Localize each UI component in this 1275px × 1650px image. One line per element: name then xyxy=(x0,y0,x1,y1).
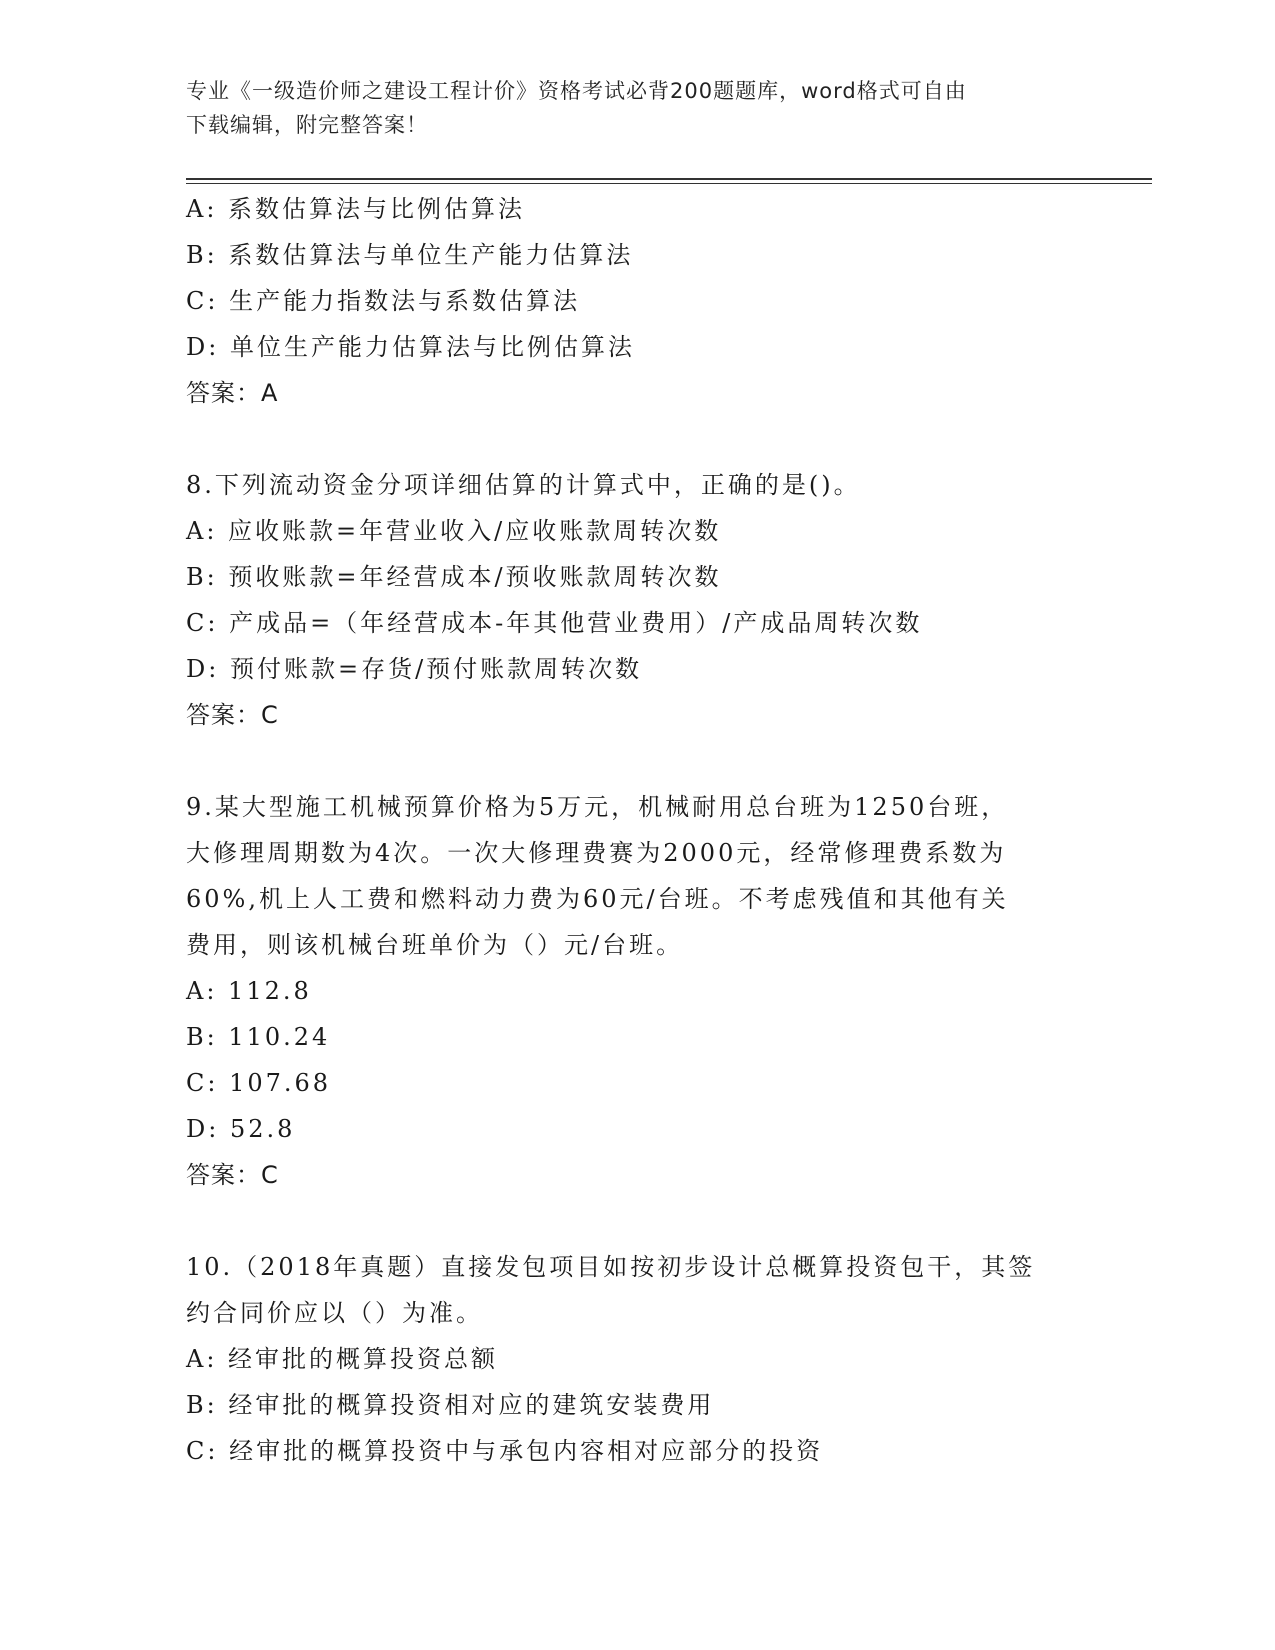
question-10 xyxy=(186,1244,1086,1474)
option-a: A: 系数估算法与比例估算法 xyxy=(186,195,526,223)
option-b: B: 预收账款=年经营成本/预收账款周转次数 xyxy=(186,563,722,591)
question-text-line-3: 60%,机上人工费和燃料动力费为60元/台班。不考虑残值和其他有关 xyxy=(186,885,1009,913)
answer-label: 答案：C xyxy=(186,701,279,729)
question-9 xyxy=(186,784,1086,1198)
option-b: B: 系数估算法与单位生产能力估算法 xyxy=(186,241,634,269)
question-list xyxy=(186,186,1086,1474)
question-text-line-2: 大修理周期数为4次。一次大修理费赛为2000元，经常修理费系数为 xyxy=(186,839,1007,867)
option-b: B: 110.24 xyxy=(186,1023,331,1051)
option-c: C: 生产能力指数法与系数估算法 xyxy=(186,287,581,315)
option-a: A: 经审批的概算投资总额 xyxy=(186,1345,499,1373)
option-d: D: 预付账款=存货/预付账款周转次数 xyxy=(186,655,643,683)
question-text-line-4: 费用，则该机械台班单价为（）元/台班。 xyxy=(186,931,684,959)
header-line-2: 下载编辑，附完整答案！ xyxy=(186,113,428,137)
spacer xyxy=(186,1198,1086,1244)
question-text: 8.下列流动资金分项详细估算的计算式中，正确的是()。 xyxy=(186,471,861,499)
option-c: C: 产成品=（年经营成本-年其他营业费用）/产成品周转次数 xyxy=(186,609,923,637)
option-d: D: 单位生产能力估算法与比例估算法 xyxy=(186,333,635,361)
option-c: C: 经审批的概算投资中与承包内容相对应部分的投资 xyxy=(186,1437,824,1465)
question-8 xyxy=(186,462,1086,738)
header-line-1: 专业《一级造价师之建设工程计价》资格考试必背200题题库，word格式可自由 xyxy=(186,79,967,103)
option-c: C: 107.68 xyxy=(186,1069,332,1097)
answer-label: 答案：C xyxy=(186,1161,279,1189)
header-divider-thin xyxy=(186,183,1152,184)
question-text-line-1: 10.（2018年真题）直接发包项目如按初步设计总概算投资包干，其签 xyxy=(186,1253,1036,1281)
spacer xyxy=(186,416,1086,462)
question-7 xyxy=(186,186,1086,416)
question-text-line-1: 9.某大型施工机械预算价格为5万元，机械耐用总台班为1250台班， xyxy=(186,793,1009,821)
option-a: A: 应收账款=年营业收入/应收账款周转次数 xyxy=(186,517,722,545)
document-header xyxy=(186,74,1086,142)
answer-label: 答案：A xyxy=(186,379,279,407)
option-d: D: 52.8 xyxy=(186,1115,296,1143)
header-divider-thick xyxy=(186,178,1152,180)
option-b: B: 经审批的概算投资相对应的建筑安装费用 xyxy=(186,1391,715,1419)
spacer xyxy=(186,738,1086,784)
option-a: A: 112.8 xyxy=(186,977,312,1005)
question-text-line-2: 约合同价应以（）为准。 xyxy=(186,1299,483,1327)
